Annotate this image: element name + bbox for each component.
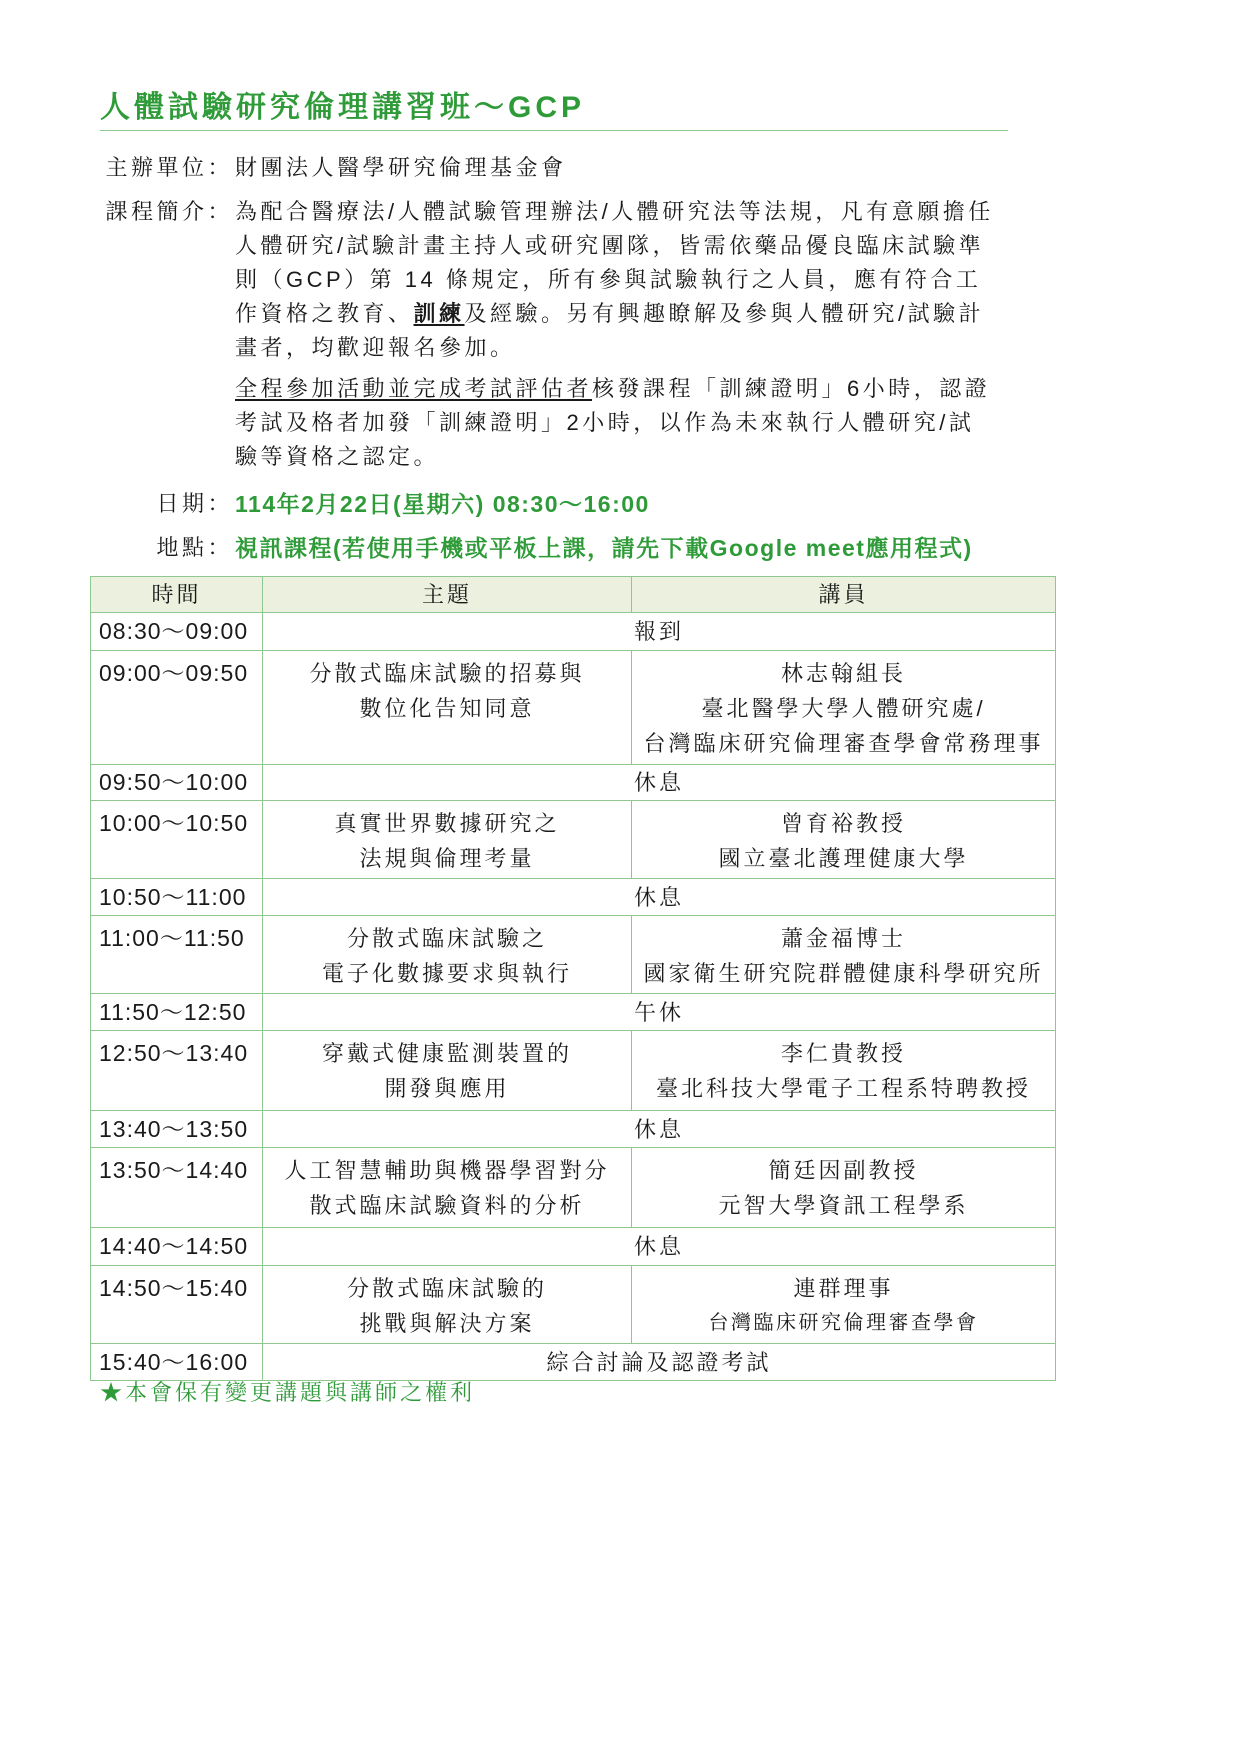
speaker-affiliation: 臺北科技大學電子工程系特聘教授 <box>655 1076 1031 1101</box>
intro-line: 考試及格者加發「訓練證明」2小時，以作為未來執行人體研究/試 <box>235 410 975 435</box>
time-cell: 11:50～12:50 <box>91 994 263 1031</box>
activity-cell: 報到 <box>263 613 1056 651</box>
time-cell: 11:00～11:50 <box>91 916 263 994</box>
organizer-value: 財團法人醫學研究倫理基金會 <box>235 155 567 180</box>
topic-line: 真實世界數據研究之 <box>334 811 560 836</box>
speaker-affiliation: 台灣臨床研究倫理審查學會 <box>708 1312 979 1334</box>
intro-row <box>100 195 994 474</box>
topic-line: 散式臨床試驗資料的分析 <box>309 1193 585 1218</box>
speaker-cell <box>632 801 1056 879</box>
speaker-affiliation: 國立臺北護理健康大學 <box>718 846 969 871</box>
organizer-label: 主辦單位： <box>105 155 233 180</box>
speaker-name: 李仁貴教授 <box>780 1041 906 1066</box>
topic-cell <box>263 1266 632 1344</box>
time-cell: 08:30～09:00 <box>91 613 263 651</box>
rights-reserved-note: ★本會保有變更講題與講師之權利 <box>100 1380 476 1405</box>
speaker-affiliation: 國家衛生研究院群體健康科學研究所 <box>643 961 1044 986</box>
time-cell: 15:40～16:00 <box>91 1344 263 1381</box>
schedule-row <box>91 994 1056 1031</box>
topic-cell <box>263 1031 632 1111</box>
topic-line: 電子化數據要求與執行 <box>321 961 572 986</box>
organizer-row <box>100 151 567 185</box>
speaker-cell <box>632 1266 1056 1344</box>
date-row <box>100 487 650 521</box>
schedule-header-row <box>91 577 1056 613</box>
topic-line: 挑戰與解決方案 <box>359 1311 535 1336</box>
topic-line: 法規與倫理考量 <box>359 846 535 871</box>
intro-label: 課程簡介： <box>105 199 233 224</box>
schedule-row <box>91 1111 1056 1148</box>
activity-cell: 休息 <box>263 765 1056 801</box>
speaker-affiliation: 臺北醫學大學人體研究處/ <box>701 696 986 721</box>
schedule-row <box>91 1344 1056 1381</box>
speaker-cell <box>632 1031 1056 1111</box>
schedule-row <box>91 801 1056 879</box>
activity-cell: 休息 <box>263 1228 1056 1266</box>
schedule-row <box>91 651 1056 765</box>
topic-cell <box>263 651 632 765</box>
time-cell: 10:00～10:50 <box>91 801 263 879</box>
schedule-row <box>91 1031 1056 1111</box>
speaker-name: 連群理事 <box>793 1276 894 1301</box>
schedule-row <box>91 1266 1056 1344</box>
speaker-name: 林志翰組長 <box>780 661 906 686</box>
topic-line: 數位化告知同意 <box>359 696 535 721</box>
topic-line: 分散式臨床試驗的招募與 <box>309 661 585 686</box>
activity-cell: 休息 <box>263 879 1056 916</box>
title-divider <box>100 130 1008 131</box>
activity-cell: 休息 <box>263 1111 1056 1148</box>
underlined-requirement-text: 全程參加活動並完成考試評估者 <box>235 376 593 401</box>
intro-text-segment: 及經驗。另有興趣瞭解及參與人體研究/試驗計 <box>464 301 985 326</box>
time-cell: 14:50～15:40 <box>91 1266 263 1344</box>
speaker-name: 曾育裕教授 <box>780 811 906 836</box>
time-cell: 09:00～09:50 <box>91 651 263 765</box>
location-label: 地點： <box>156 535 233 560</box>
topic-line: 開發與應用 <box>384 1076 510 1101</box>
page-title: 人體試驗研究倫理講習班～GCP <box>100 91 586 124</box>
intro-line: 人體研究/試驗計畫主持人或研究團隊，皆需依藥品優良臨床試驗準 <box>235 233 985 258</box>
header-topic: 主題 <box>263 577 632 613</box>
schedule-row <box>91 1148 1056 1228</box>
intro-text <box>235 195 994 474</box>
activity-cell: 綜合討論及認證考試 <box>263 1344 1056 1381</box>
intro-line <box>235 297 994 331</box>
time-cell: 13:50～14:40 <box>91 1148 263 1228</box>
topic-cell <box>263 1148 632 1228</box>
intro-text-segment: 核發課程「訓練證明」6小時，認證 <box>592 376 991 401</box>
intro-line: 驗等資格之認定。 <box>235 444 440 469</box>
schedule-table <box>90 576 1056 1381</box>
header-speaker: 講員 <box>632 577 1056 613</box>
date-value: 114年2月22日(星期六) 08:30～16:00 <box>235 491 650 517</box>
time-cell: 12:50～13:40 <box>91 1031 263 1111</box>
topic-line: 穿戴式健康監測裝置的 <box>321 1041 572 1066</box>
topic-cell <box>263 916 632 994</box>
intro-paragraph <box>235 195 994 365</box>
emphasized-training-text: 訓練 <box>413 301 465 326</box>
location-value: 視訊課程(若使用手機或平板上課，請先下載Google meet應用程式) <box>235 535 973 561</box>
intro-line <box>235 372 994 406</box>
time-cell: 14:40～14:50 <box>91 1228 263 1266</box>
intro-text-segment: 作資格之教育、 <box>235 301 414 326</box>
activity-cell: 午休 <box>263 994 1056 1031</box>
intro-line: 為配合醫療法/人體試驗管理辦法/人體研究法等法規，凡有意願擔任 <box>235 199 994 224</box>
speaker-affiliation: 台灣臨床研究倫理審查學會常務理事 <box>643 731 1044 756</box>
date-label: 日期： <box>156 491 233 516</box>
speaker-affiliation: 元智大學資訊工程學系 <box>718 1193 969 1218</box>
intro-line: 則（GCP）第 14 條規定，所有參與試驗執行之人員，應有符合工 <box>235 267 982 292</box>
time-cell: 09:50～10:00 <box>91 765 263 801</box>
schedule-row <box>91 1228 1056 1266</box>
certificate-paragraph <box>235 372 994 474</box>
topic-line: 人工智慧輔助與機器學習對分 <box>284 1158 610 1183</box>
time-cell: 10:50～11:00 <box>91 879 263 916</box>
speaker-cell <box>632 1148 1056 1228</box>
location-row <box>100 531 973 565</box>
speaker-cell <box>632 651 1056 765</box>
schedule-row <box>91 879 1056 916</box>
header-time: 時間 <box>91 577 263 613</box>
time-cell: 13:40～13:50 <box>91 1111 263 1148</box>
topic-line: 分散式臨床試驗之 <box>346 926 547 951</box>
schedule-row <box>91 613 1056 651</box>
intro-line: 畫者，均歡迎報名參加。 <box>235 335 516 360</box>
topic-cell <box>263 801 632 879</box>
schedule-row <box>91 916 1056 994</box>
topic-line: 分散式臨床試驗的 <box>346 1276 547 1301</box>
schedule-row <box>91 765 1056 801</box>
speaker-name: 簡廷因副教授 <box>768 1158 919 1183</box>
speaker-cell <box>632 916 1056 994</box>
speaker-name: 蕭金福博士 <box>780 926 906 951</box>
